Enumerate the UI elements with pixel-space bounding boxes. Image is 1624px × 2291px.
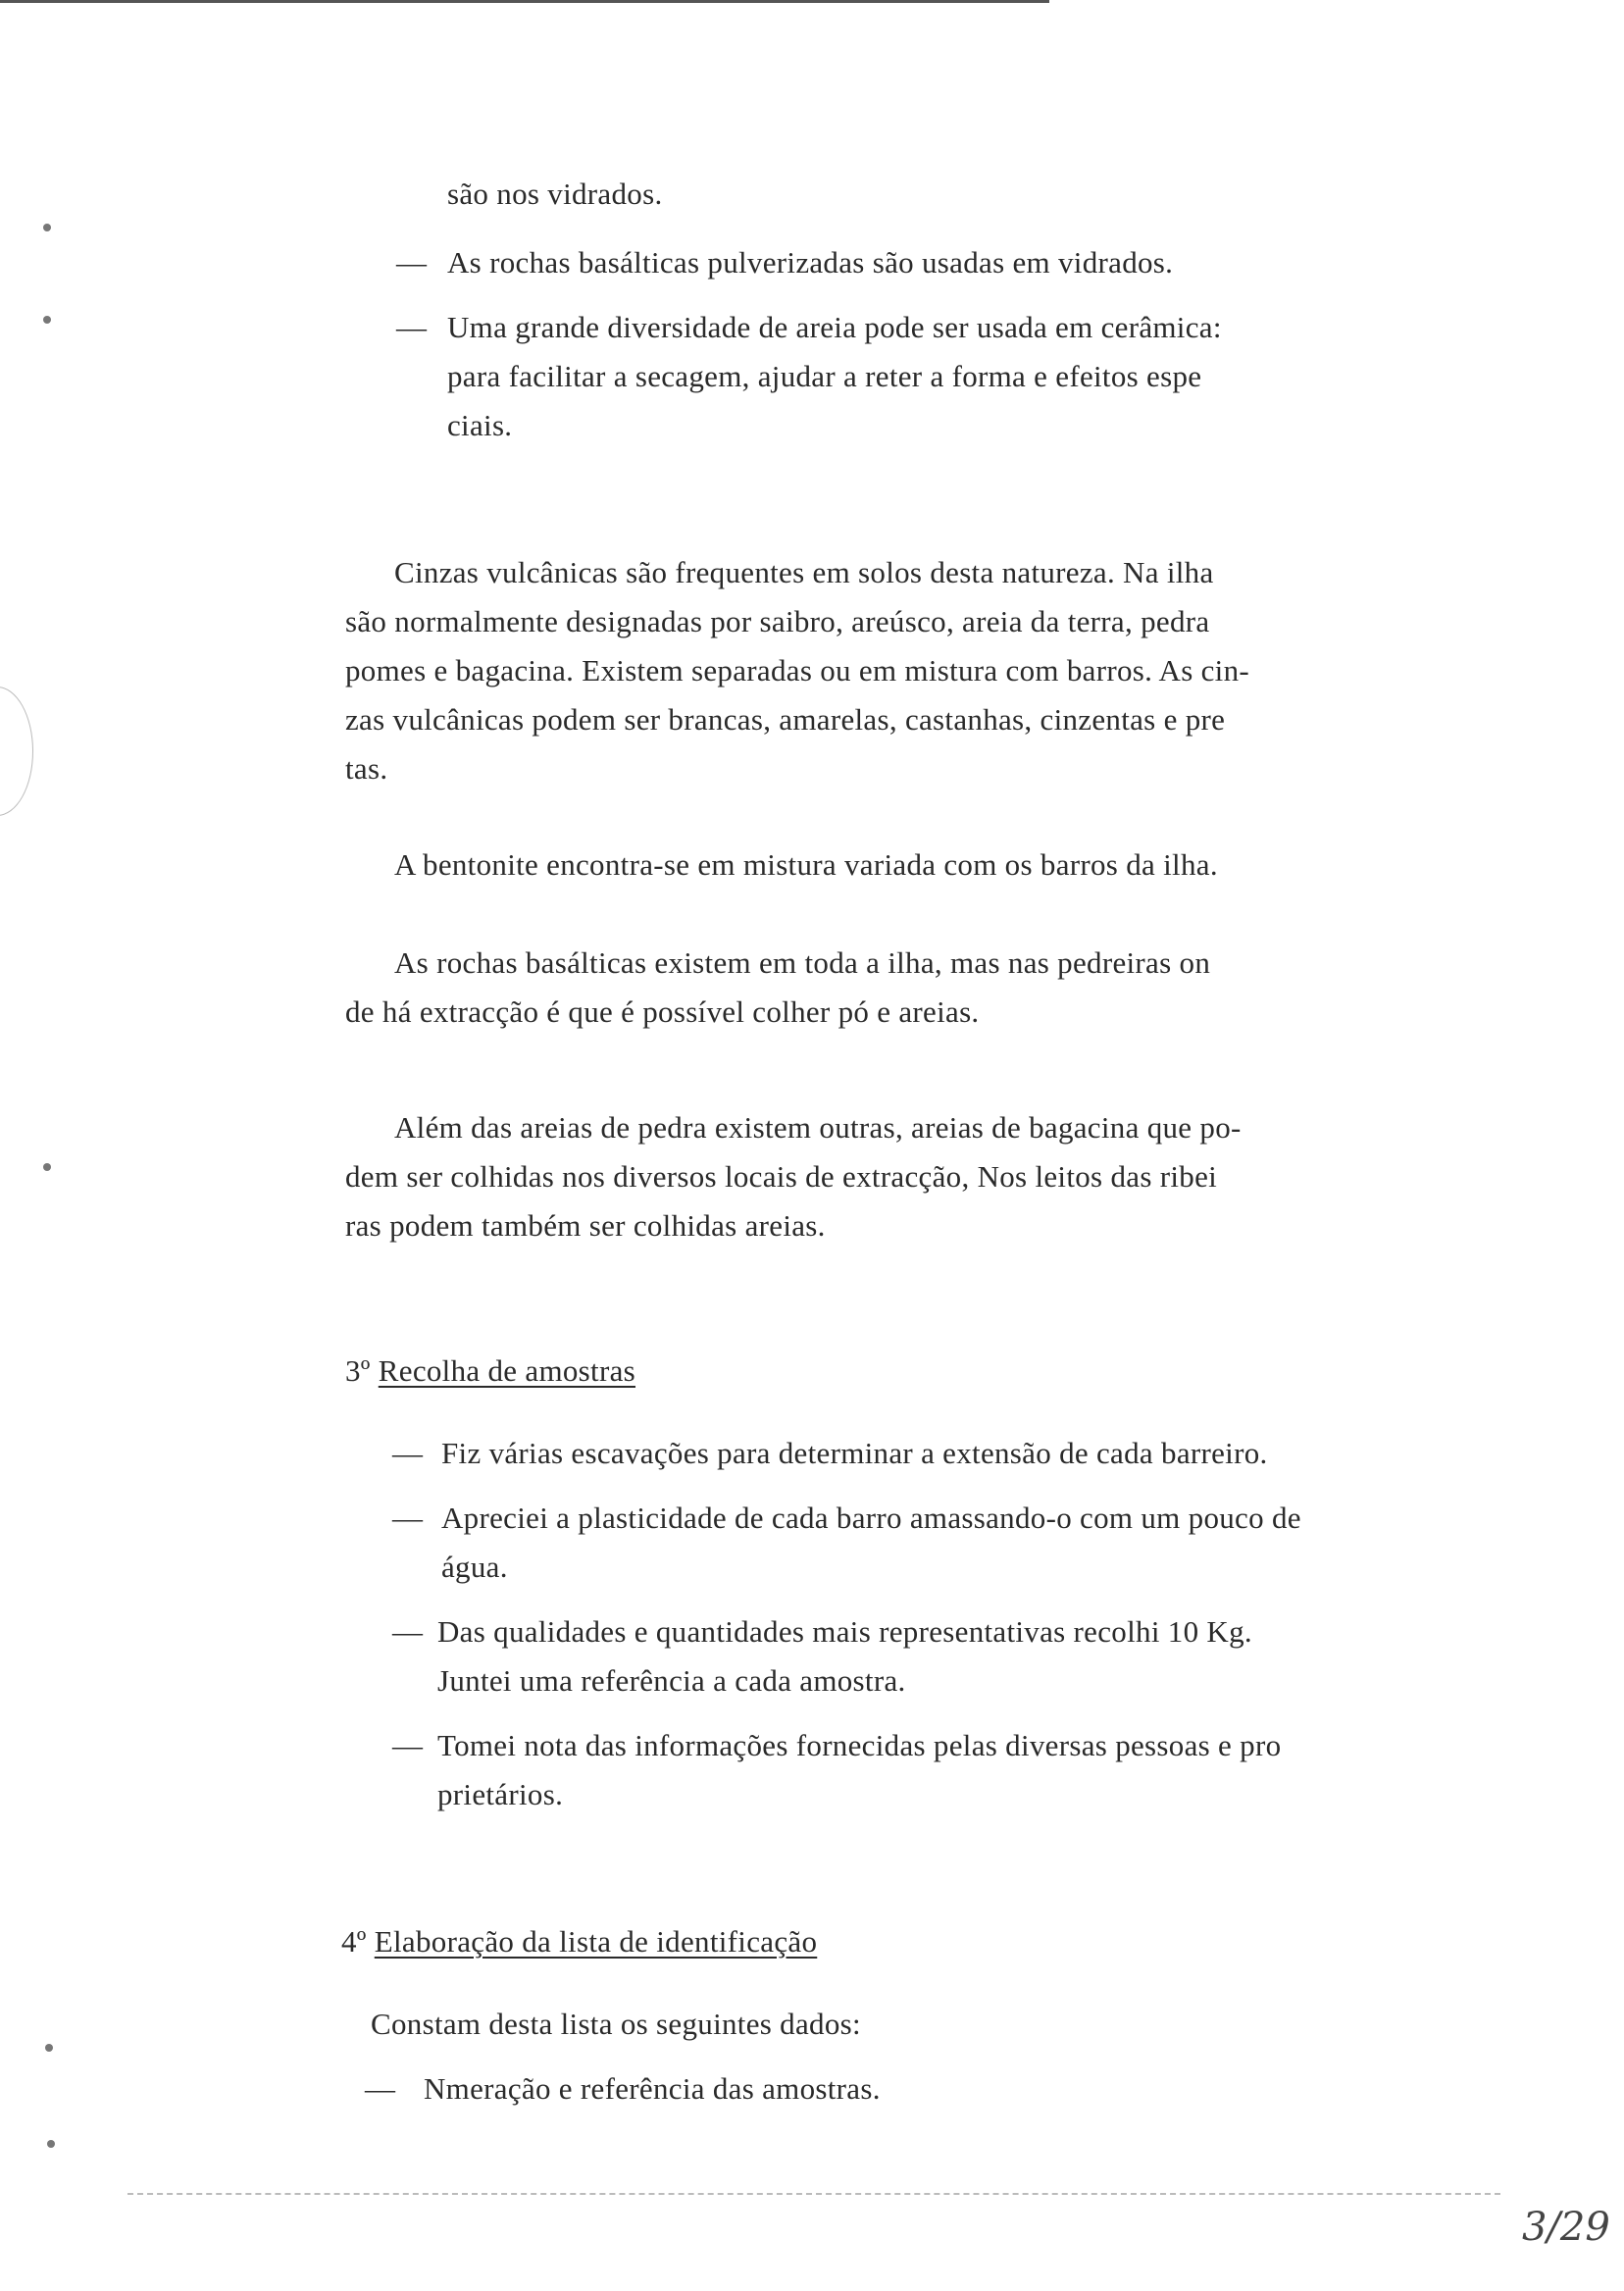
margin-dot xyxy=(43,1163,51,1171)
text-line: prietários. xyxy=(437,1777,564,1811)
text-line: Juntei uma referência a cada amostra. xyxy=(437,1663,906,1698)
text-line: As rochas basálticas existem em toda a ilha, mas nas pedreiras on xyxy=(394,945,1211,980)
page-number: 3/29 xyxy=(1522,2205,1610,2250)
list-dash: — xyxy=(396,310,427,344)
text-line: água. xyxy=(441,1550,508,1584)
section-4-title: Elaboração da lista de identificação xyxy=(374,1924,818,1959)
punch-hole-mark xyxy=(0,687,33,816)
text-line: Além das areias de pedra existem outras, areias de bagacina que po- xyxy=(394,1110,1242,1145)
text-line: tas. xyxy=(345,751,388,786)
text-line: Das qualidades e quantidades mais representativas recolhi 10 Kg. xyxy=(437,1614,1252,1649)
text-line: As rochas basálticas pulverizadas são usadas em vidrados. xyxy=(447,245,1174,280)
text-line: são nos vidrados. xyxy=(447,177,663,211)
section-4-heading xyxy=(341,1922,817,1961)
list-dash: — xyxy=(392,1728,423,1762)
text-line: ciais. xyxy=(447,408,513,442)
margin-dot xyxy=(43,316,51,324)
text-line: Uma grande diversidade de areia pode ser usada em cerâmica: xyxy=(447,310,1222,344)
margin-dot xyxy=(47,2140,55,2148)
text-line: Nmeração e referência das amostras. xyxy=(424,2071,881,2106)
list-dash: — xyxy=(392,1436,423,1470)
text-line: Tomei nota das informações fornecidas pelas diversas pessoas e pro xyxy=(437,1728,1282,1762)
list-dash: — xyxy=(392,1614,423,1649)
text-line: ras podem também ser colhidas areias. xyxy=(345,1208,826,1243)
list-dash: — xyxy=(396,245,427,280)
text-line: de há extracção é que é possível colher pó e areias. xyxy=(345,994,980,1029)
margin-dot xyxy=(45,2044,53,2052)
text-line: para facilitar a secagem, ajudar a reter a forma e efeitos espe xyxy=(447,359,1202,393)
text-line: zas vulcânicas podem ser brancas, amarelas, castanhas, cinzentas e pre xyxy=(345,702,1226,737)
top-rule xyxy=(0,0,1049,3)
list-dash: — xyxy=(392,1501,423,1535)
list-dash: — xyxy=(365,2071,395,2106)
section-3-heading xyxy=(345,1351,635,1391)
text-line: são normalmente designadas por saibro, areúsco, areia da terra, pedra xyxy=(345,604,1210,638)
text-line: dem ser colhidas nos diversos locais de extracção, Nos leitos das ribei xyxy=(345,1159,1218,1194)
text-line: Cinzas vulcânicas são frequentes em solos desta natureza. Na ilha xyxy=(394,555,1214,589)
section-3-number: 3º xyxy=(345,1353,371,1388)
text-line: A bentonite encontra-se em mistura variada com os barros da ilha. xyxy=(394,847,1218,882)
text-line: Fiz várias escavações para determinar a extensão de cada barreiro. xyxy=(441,1436,1268,1470)
margin-dot xyxy=(43,224,51,231)
bottom-rule xyxy=(127,2193,1500,2195)
section-3-title: Recolha de amostras xyxy=(378,1353,636,1388)
text-line: Apreciei a plasticidade de cada barro amassando-o com um pouco de xyxy=(441,1501,1301,1535)
text-line: pomes e bagacina. Existem separadas ou em mistura com barros. As cin- xyxy=(345,653,1250,687)
section-4-number: 4º xyxy=(341,1924,367,1959)
text-line: Constam desta lista os seguintes dados: xyxy=(371,2007,861,2041)
